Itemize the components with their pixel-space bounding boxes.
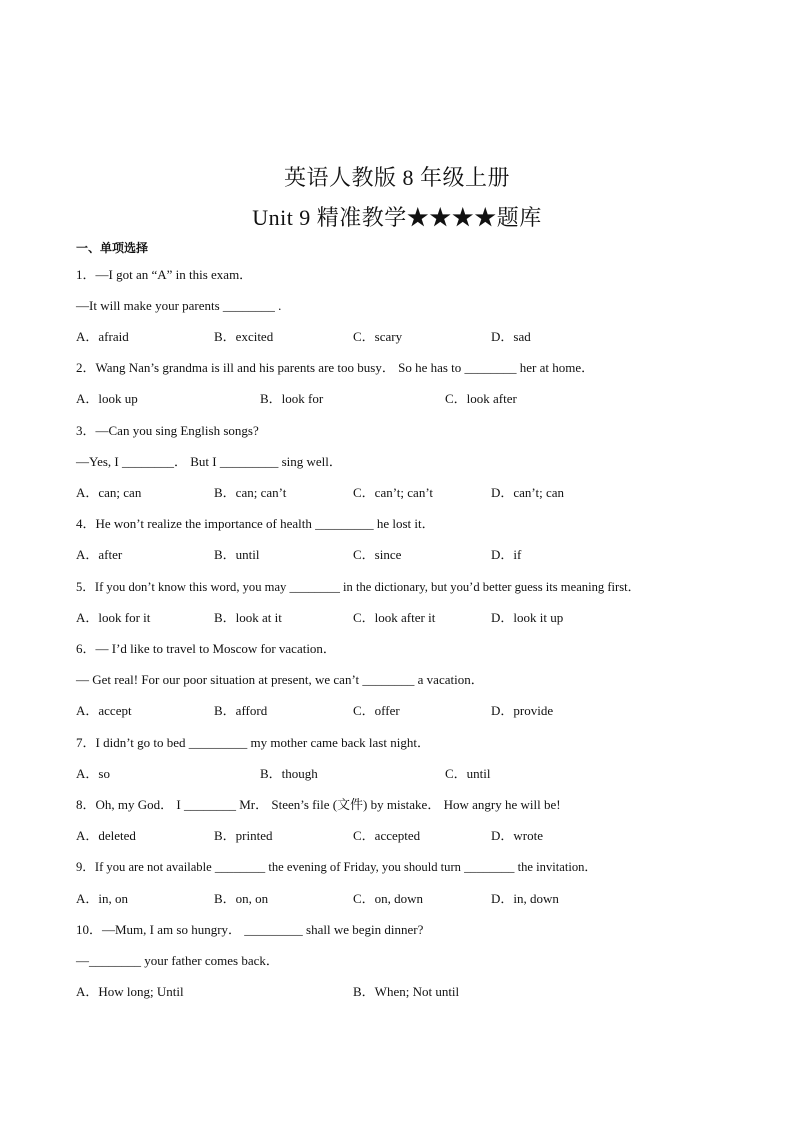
- question-3-option-d: D．can’t; can: [491, 485, 565, 500]
- question-4-option-d: D．if: [491, 547, 522, 562]
- question-1-option-a: A．afraid: [76, 329, 129, 344]
- question-1-option-d: D．sad: [491, 329, 531, 344]
- question-10-reply: —________ your father comes back．: [76, 953, 279, 968]
- section-heading: 一、单项选择: [76, 241, 149, 255]
- question-5-option-c: C．look after it: [353, 610, 436, 625]
- question-8-stem: 8．Oh, my God． I ________ Mr． Steen’s file (文件) by mistake． How angry he will be!: [76, 797, 561, 812]
- question-1-stem: 1．—I got an “A” in this exam．: [76, 267, 253, 282]
- question-5-stem: 5．If you don’t know this word, you may ________ in the dictionary, but you’d better guess its meaning first．: [76, 580, 641, 594]
- question-6-option-c: C．offer: [353, 703, 400, 718]
- question-4-option-b: B．until: [214, 547, 260, 562]
- question-9-option-b: B．on, on: [214, 891, 269, 906]
- question-3-option-b: B．can; can’t: [214, 485, 287, 500]
- question-3-reply: —Yes, I ________． But I _________ sing well．: [76, 454, 342, 469]
- question-4-option-a: A．after: [76, 547, 123, 562]
- question-8-option-b: B．printed: [214, 828, 273, 843]
- question-2-stem: 2．Wang Nan’s grandma is ill and his parents are too busy． So he has to ________ her at home．: [76, 360, 595, 375]
- question-4-option-c: C．since: [353, 547, 402, 562]
- question-8-option-d: D．wrote: [491, 828, 543, 843]
- question-6-reply: — Get real! For our poor situation at present, we can’t ________ a vacation．: [76, 672, 484, 687]
- question-6-option-d: D．provide: [491, 703, 554, 718]
- question-8-option-a: A．deleted: [76, 828, 136, 843]
- question-3-option-c: C．can’t; can’t: [353, 485, 434, 500]
- question-8-option-c: C．accepted: [353, 828, 421, 843]
- question-5-option-a: A．look for it: [76, 610, 151, 625]
- question-6-stem: 6．— I’d like to travel to Moscow for vacation．: [76, 641, 336, 656]
- question-7-option-b: B．though: [260, 766, 318, 781]
- question-5-option-d: D．look it up: [491, 610, 564, 625]
- document-subtitle: Unit 9 精准教学★★★★题库: [252, 205, 542, 230]
- question-4-stem: 4．He won’t realize the importance of health _________ he lost it．: [76, 516, 435, 531]
- question-6-option-b: B．afford: [214, 703, 268, 718]
- question-10-option-b: B．When; Not until: [353, 984, 460, 999]
- question-2-option-a: A．look up: [76, 391, 138, 406]
- question-10-option-a: A．How long; Until: [76, 984, 184, 999]
- question-1-option-c: C．scary: [353, 329, 403, 344]
- question-2-option-c: C．look after: [445, 391, 517, 406]
- document-title: 英语人教版 8 年级上册: [283, 165, 510, 190]
- question-2-option-b: B．look for: [260, 391, 324, 406]
- question-7-option-a: A．so: [76, 766, 110, 781]
- question-3-stem: 3．—Can you sing English songs?: [76, 423, 259, 438]
- question-9-option-c: C．on, down: [353, 891, 424, 906]
- question-9-option-d: D．in, down: [491, 891, 559, 906]
- question-6-option-a: A．accept: [76, 703, 132, 718]
- question-9-stem: 9．If you are not available ________ the evening of Friday, you should turn ________ the invitation．: [76, 860, 598, 874]
- question-10-stem: 10．—Mum, I am so hungry． _________ shall we begin dinner?: [76, 922, 424, 937]
- question-7-option-c: C．until: [445, 766, 491, 781]
- question-3-option-a: A．can; can: [76, 485, 142, 500]
- question-5-option-b: B．look at it: [214, 610, 282, 625]
- question-7-stem: 7．I didn’t go to bed _________ my mother came back last night．: [76, 735, 430, 750]
- question-9-option-a: A．in, on: [76, 891, 129, 906]
- question-1-reply: —It will make your parents ________ .: [76, 298, 282, 313]
- question-1-option-b: B．excited: [214, 329, 274, 344]
